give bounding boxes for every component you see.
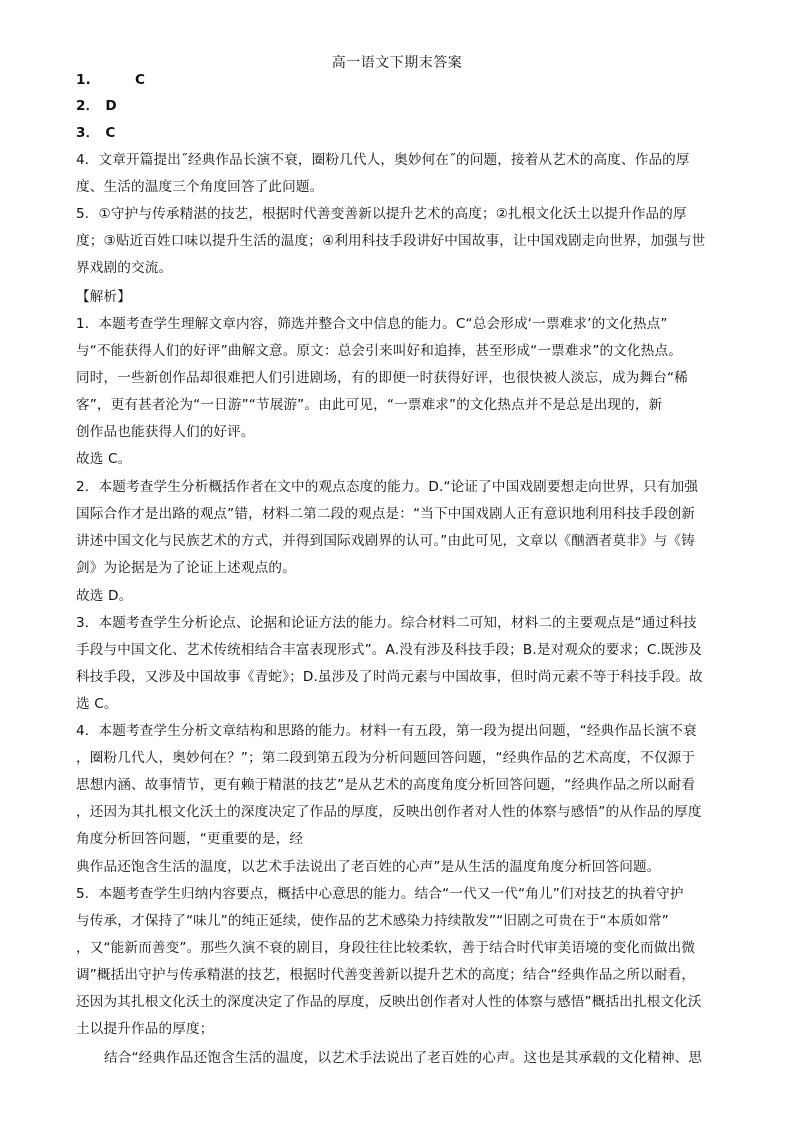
answer-4-line: 4．文章开篇提出˝经典作品长演不衰，圈粉几代人，奥妙何在˝的问题，接着从艺术的高度、作品的厚 [76, 152, 690, 168]
analysis-line: 土以提升作品的厚度； [76, 1021, 214, 1037]
analysis-line: 故选 D。 [76, 588, 133, 604]
analysis-line: 2．本题考查学生分析概括作者在文中的观点态度的能力。D.“论证了中国戏剧要想走向世界，只有加强 [76, 479, 699, 495]
analysis-line: 同时，一些新创作品却很难把人们引进剧场，有的即便一时获得好评，也很快被人淡忘，成为舞台“稀 [76, 370, 688, 386]
analysis-line: 选 C。 [76, 696, 118, 712]
analysis-line: 剑》为论据是为了论证上述观点的。 [76, 560, 296, 576]
analysis-line: 4．本题考查学生分析文章结构和思路的能力。材料一有五段，第一段为提出问题，“经典作品长演不衰 [76, 723, 697, 739]
analysis-line: 3．本题考查学生分析论点、论据和论证方法的能力。综合材料二可知，材料二的主要观点是“通过科技 [76, 615, 697, 631]
analysis-last-line: 结合“经典作品还饱含生活的温度，以艺术手法说出了老百姓的心声。这也是其承载的文化精神、思 [104, 1050, 703, 1066]
analysis-line: 与“不能获得人们的好评”曲解文意。原文：总会引来叫好和追捧，甚至形成“一票难求”的文化热点。 [76, 343, 683, 359]
analysis-line: 5．本题考查学生归纳内容要点，概括中心意思的能力。结合“一代又一代“角儿”们对技艺的执着守护 [76, 886, 684, 902]
answer-4-line: 度、生活的温度三个角度回答了此问题。 [76, 179, 324, 195]
answer-text: D [105, 98, 117, 114]
analysis-line: 1．本题考查学生理解文章内容，筛选并整合文中信息的能力。C“总会形成‘一票难求’的文化热点” [76, 316, 668, 332]
answer-3 [76, 123, 116, 143]
analysis-line: 还因为其扎根文化沃土的深度决定了作品的厚度，反映出创作者对人性的体察与感悟”概括出扎根文化沃 [76, 994, 702, 1010]
answer-number: 3． [76, 125, 100, 141]
analysis-heading: 【解析】 [76, 289, 131, 305]
answer-number: 1. [76, 72, 91, 88]
answer-1 [76, 70, 145, 90]
analysis-line: 手段与中国文化、艺术传统相结合丰富表现形式”。A.没有涉及科技手段；B.是对观众的要求；C.既涉及 [76, 642, 703, 658]
analysis-line: 国际合作才是出路的观点”错，材料二第二段的观点是：“当下中国戏剧人正有意识地利用科技手段创新 [76, 506, 696, 522]
analysis-line: ，圈粉几代人，奥妙何在？”；第二段到第五段为分析问题回答问题，“经典作品的艺术高度，不仅源于 [76, 750, 696, 766]
answer-text: C [105, 125, 116, 141]
answer-5-line: 度；③贴近百姓口味以提升生活的温度；④利用科技手段讲好中国故事，让中国戏剧走向世界，加强与世 [76, 233, 706, 249]
analysis-line: 调”概括出守护与传承精湛的技艺，根据时代善变善新以提升艺术的高度；结合“经典作品之所以耐看， [76, 967, 696, 983]
analysis-line: ，又“能新而善变”。那些久演不衰的剧目，身段往往比较柔软，善于结合时代审美语境的变化而做出微 [76, 940, 696, 956]
answer-5-line: 界戏剧的交流。 [76, 260, 173, 276]
page-title: 高一语文下期末答案 [331, 55, 463, 71]
analysis-line: 创作品也能获得人们的好评。 [76, 424, 255, 440]
analysis-line: 思想内涵、故事情节，更有赖于精湛的技艺”是从艺术的高度角度分析回答问题，“经典作品之所以耐看 [76, 777, 696, 793]
analysis-line: 典作品还饱含生活的温度，以艺术手法说出了老百姓的心声”是从生活的温度角度分析回答问题。 [76, 859, 661, 875]
analysis-line: 讲述中国文化与民族艺术的方式，并得到国际戏剧界的认可。”由此可见，文章以《酗酒者莫非》与《铸 [76, 533, 695, 549]
answer-text: C [134, 72, 146, 88]
answer-2 [76, 96, 117, 116]
answer-5-line: 5．①守护与传承精湛的技艺，根据时代善变善新以提升艺术的高度；②扎根文化沃土以提升作品的厚 [76, 206, 687, 222]
analysis-line: 故选 C。 [76, 451, 132, 467]
analysis-line: 与传承，才保持了“味儿”的纯正延续，使作品的艺术感染力持续散发”“旧剧之可贵在于“本质如常” [76, 913, 669, 929]
analysis-line: 客”，更有甚者沦为“一日游”“节展游”。由此可见，“一票难求”的文化热点并不是总是出现的，新 [76, 397, 663, 413]
answer-number: 2． [76, 98, 100, 114]
analysis-line: 角度分析回答问题，“更重要的是，经 [76, 831, 304, 847]
analysis-line: ，还因为其扎根文化沃土的深度决定了作品的厚度，反映出创作者对人性的体察与感悟”的从作品的厚度 [76, 804, 702, 820]
analysis-line: 科技手段，又涉及中国故事《青蛇》；D.虽涉及了时尚元素与中国故事，但时尚元素不等于科技手段。故 [76, 669, 703, 685]
